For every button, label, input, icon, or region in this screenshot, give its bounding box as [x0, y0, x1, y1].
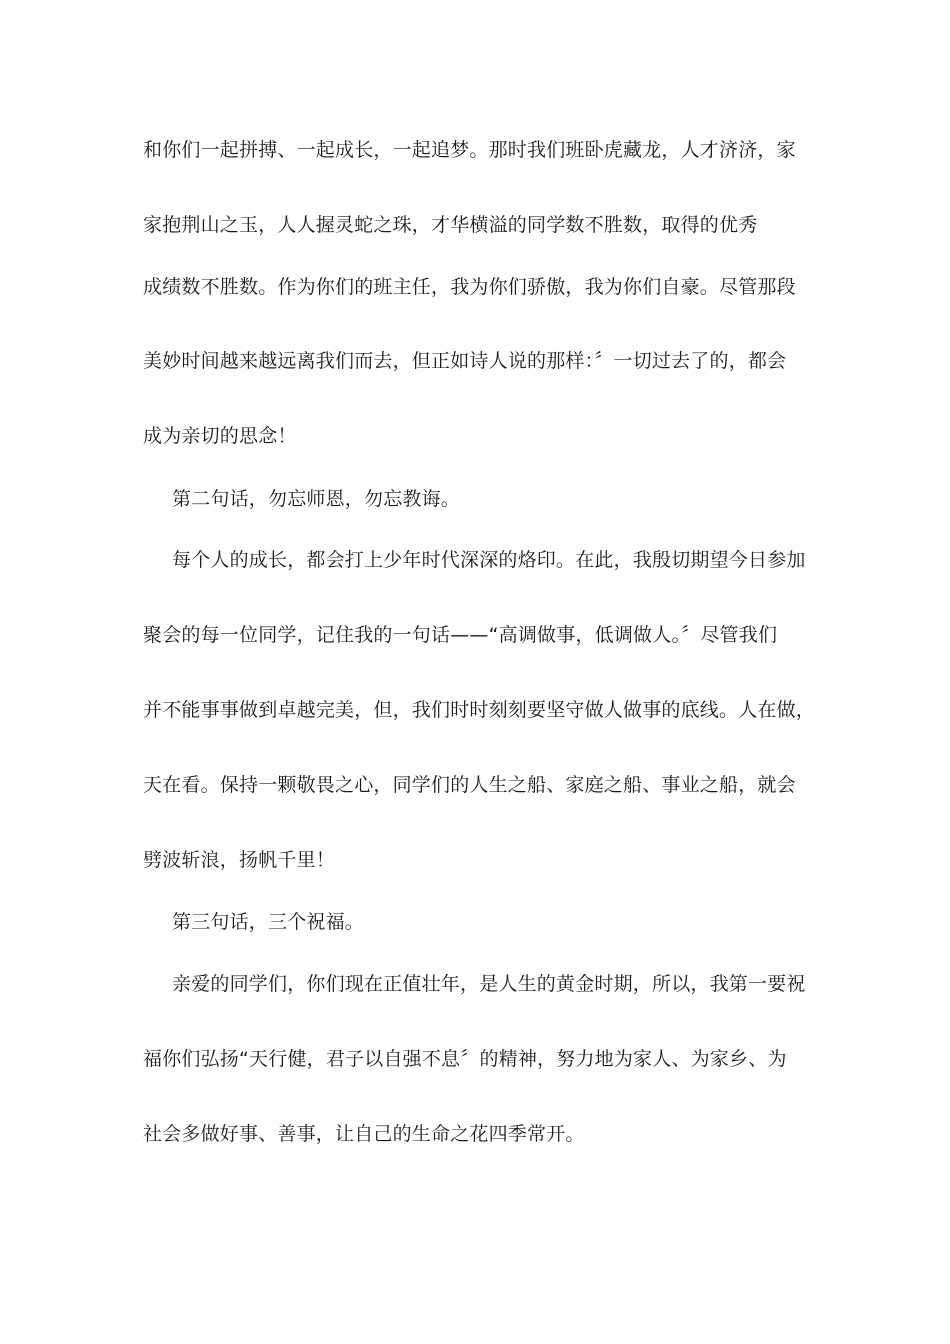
paragraph-line: 聚会的每一位同学，记住我的一句话——“高调做事，低调做人。〞尽管我们 [143, 624, 778, 646]
paragraph-line: 劈波斩浪，扬帆千里！ [143, 849, 336, 871]
paragraph-line: 天在看。保持一颗敬畏之心，同学们的人生之船、家庭之船、事业之船，就会 [143, 774, 796, 796]
paragraph-line: 亲爱的同学们，你们现在正值壮年，是人生的黄金时期，所以，我第一要祝 [172, 973, 806, 995]
paragraph-line: 美妙时间越来越远离我们而去，但正如诗人说的那样：〞一切过去了的，都会 [143, 350, 787, 372]
section-heading: 第二句话，勿忘师恩，勿忘教诲。 [172, 488, 461, 510]
paragraph-line: 成绩数不胜数。作为你们的班主任，我为你们骄傲，我为你们自豪。尽管那段 [143, 276, 796, 298]
paragraph-line: 和你们一起拼搏、一起成长，一起追梦。那时我们班卧虎藏龙，人才济济，家 [143, 139, 796, 161]
paragraph-line: 每个人的成长，都会打上少年时代深深的烙印。在此，我殷切期望今日参加 [172, 549, 806, 571]
paragraph-line: 家抱荆山之玉，人人握灵蛇之珠，才华横溢的同学数不胜数，取得的优秀 [143, 214, 758, 236]
paragraph-line: 福你们弘扬“天行健，君子以自强不息〞的精神，努力地为家人、为家乡、为 [143, 1048, 787, 1070]
section-heading: 第三句话，三个祝福。 [172, 911, 365, 933]
paragraph-line: 成为亲切的思念！ [143, 425, 297, 447]
paragraph-line: 并不能事事做到卓越完美，但，我们时时刻刻要坚守做人做事的底线。人在做， [143, 699, 816, 721]
paragraph-line: 社会多做好事、善事，让自己的生命之花四季常开。 [143, 1123, 585, 1145]
